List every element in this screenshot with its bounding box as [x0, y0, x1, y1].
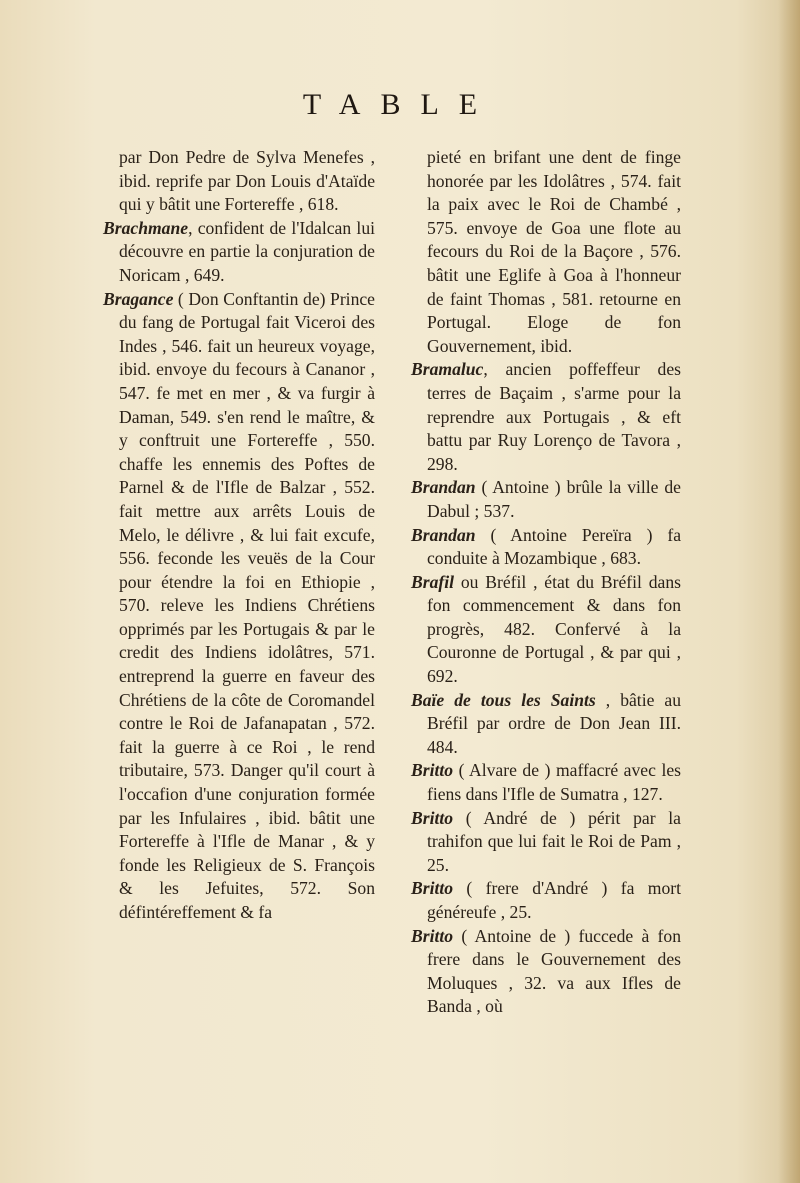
entry-keyword: Bramaluc: [411, 359, 484, 380]
index-entry: [411, 524, 681, 571]
page-header: TABLE: [302, 88, 498, 121]
entry-text: par Don Pedre de Sylva Menefes , ibid. reprife par Don Louis d'Ataïde qui y bâtit une Fortereffe , 618.: [119, 147, 375, 215]
entry-text: ( Antoine ) brûle la ville de Dabul ; 537.: [427, 477, 681, 521]
index-entry: [411, 759, 681, 806]
entry-keyword: Britto: [411, 925, 454, 946]
entry-text: ( Antoine de ) fuccede à fon frere dans le Gouvernement des Moluques , 32. va aux Ifles de Banda , où: [427, 925, 681, 1017]
entry-text: pieté en brifant une dent de finge honorée par les Idolâtres , 574. fait la paix avec le Roi de Chambé , 575. envoye de Goa une flote au fecours du Roi de la Baçore , 576. bâtit une Eglife à Goa à l'honneur de faint Thomas , 581. retourne en Portugal. Eloge de fon Gouvernement, ibid.: [427, 147, 681, 356]
left-column: [103, 146, 375, 925]
index-entry: [103, 217, 375, 288]
entry-keyword: Britto: [411, 807, 454, 828]
entry-keyword: Brachmane: [103, 217, 189, 238]
entry-text: ( André de ) périt par la trahifon que lui fait le Roi de Pam , 25.: [427, 807, 681, 875]
index-entry: [103, 146, 375, 217]
entry-text: ( Don Conftantin de) Prince du fang de Portugal fait Viceroi des Indes , 546. fait un heureux voyage, ibid. envoye du fecours à Cananor , 547. fe met en mer , & va furgir à Daman, 549. s'en rend le maître, & y conftruit une Fortereffe , 550. chaffe les ennemis des Poftes de Parnel & de l'Ifle de Balzar , 552. fait mettre aux arrêts Louis de Melo, le délivre , & lui fait excufe, 556. feconde les veuës de la Cour pour étendre la foi en Ethiopie , 570. releve les Indiens Chrétiens opprimés par les Portugais & par le credit des Indiens idolâtres, 571. entreprend la guerre en faveur des Chrétiens de la côte de Coromandel contre le Roi de Jafanapatan , 572. fait la guerre à ce Roi , le rend tributaire, 573. Danger qu'il court à l'occafion d'une conjuration formée par les Infulaires , ibid. bâtit une Fortereffe à l'Ifle de Manar , & y fonde les Religieux de S. François & les Jefuites, 572. Son défintéreffement & fa: [119, 288, 375, 922]
right-column: [411, 146, 681, 1019]
entry-text: ( Antoine Pereïra ) fa conduite à Mozambique , 683.: [427, 524, 681, 569]
entry-keyword: Brafil: [411, 571, 455, 592]
index-entry: [411, 571, 681, 689]
entry-text: ( frere d'André ) fa mort généreufe , 25.: [427, 878, 681, 922]
index-entry: [411, 146, 681, 358]
entry-text: ou Bréfil , état du Bréfil dans fon commencement & dans fon progrès, 482. Confervé à la Couronne de Portugal , & par qui , 692.: [427, 571, 681, 687]
entry-keyword: Brandan: [411, 477, 476, 498]
entry-keyword: Britto: [411, 878, 454, 899]
entry-keyword: Britto: [411, 760, 454, 781]
index-entry: [411, 877, 681, 924]
entry-text: , confident de l'Idalcan lui découvre en partie la conjuration de Noricam , 649.: [119, 217, 375, 285]
entry-keyword: Baïe de tous les Saints: [411, 689, 596, 710]
index-entry: [411, 807, 681, 878]
index-entry: [411, 476, 681, 523]
index-entry: [103, 288, 375, 925]
entry-keyword: Bragance: [103, 288, 174, 309]
index-entry: [411, 689, 681, 760]
entry-text: , ancien poffeffeur des terres de Baçaim , s'arme pour la reprendre aux Portugais , & eft battu par Ruy Lorenço de Tavora , 298.: [427, 359, 681, 474]
entry-text: ( Alvare de ) maffacré avec les fiens dans l'Ifle de Sumatra , 127.: [427, 760, 681, 805]
entry-text: , bâtie au Bréfil par ordre de Don Jean III. 484.: [427, 689, 682, 757]
entry-keyword: Brandan: [411, 524, 476, 545]
index-entry: [411, 925, 681, 1019]
page-edge-shadow: [778, 0, 800, 1183]
index-entry: [411, 358, 681, 476]
